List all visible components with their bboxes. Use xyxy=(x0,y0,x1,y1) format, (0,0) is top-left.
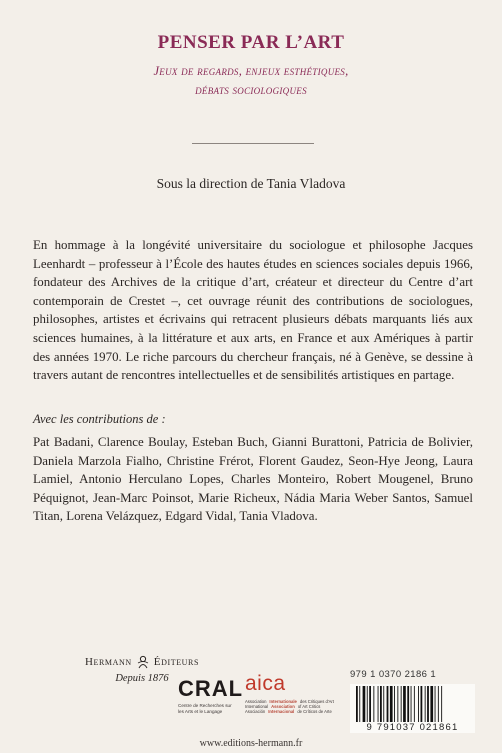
publisher-website: www.editions-hermann.fr xyxy=(199,738,303,749)
book-title: PENSER PAR L’ART xyxy=(157,32,345,53)
editor-credit: Sous la direction de Tania Vladova xyxy=(156,176,346,191)
publisher-since: Depuis 1876 xyxy=(115,673,169,684)
isbn-number: 979 1 0370 2186 1 xyxy=(350,669,437,680)
cral-logo-block xyxy=(178,676,244,714)
aica-logo-block xyxy=(245,672,335,714)
cral-caption: Centre de Recherches sur les Arts et le Langage xyxy=(178,703,232,714)
publisher-name xyxy=(72,655,212,669)
aica-line-en: International Association of Art Critics xyxy=(245,704,321,709)
subtitle-line-1: Jeux de regards, enjeux esthétiques, xyxy=(153,64,349,78)
aica-line-fr: Association Internationale des Critiques d'Art xyxy=(245,699,334,704)
book-subtitle xyxy=(0,62,502,100)
publisher-emblem-icon xyxy=(136,655,150,669)
aica-association-names xyxy=(245,699,335,714)
summary-paragraph: En hommage à la longévité universitaire du sociologue et philosophe Jacques Leenhardt – professeur à l’École des hautes études en sciences sociales depuis 1966, fondateur des Archives de la critique d’art, créateur et directeur du Centre d’art contemporain de Crestet –, cet ouvrage réunit des contributions de sociologues, philosophes, artistes et écrivains qui retracent plusieurs débats marquants liés aux sciences humaines, à la littérature et aux arts, en France et aux Amériques à partir des années 1970. Le riche parcours du chercheur français, né à Genève, se dessine à travers autant de rencontres intellectuelles et de sensibilités artistiques en partage. xyxy=(33,238,473,383)
barcode-digits: 9 791037 021861 xyxy=(350,722,475,733)
publisher-suffix: Éditeurs xyxy=(153,656,200,668)
aica-line-es: Asociación Internacional de Críticos de Arte xyxy=(245,709,332,714)
cral-logo: CRAL xyxy=(178,676,244,701)
contributions-heading: Avec les contributions de : xyxy=(33,412,166,426)
divider-rule xyxy=(192,143,314,144)
publisher-name-text: Hermann xyxy=(84,656,132,668)
contributors-list: Pat Badani, Clarence Boulay, Esteban Buch, Gianni Burattoni, Patricia de Bolivier, Daniela Marzola Fialho, Christine Frérot, Florent Gaudez, Seon-Hye Jeong, Laura Lamiel, Antonio Herculano Lopes, Charles Monteiro, Robert Mougenel, Bruno Péquignot, Jean-Marc Poinsot, Marie Richeux, Nádia Maria Weber Santos, Samuel Titan, Lorena Velázquez, Edgard Vidal, Tania Vladova. xyxy=(33,435,473,523)
aica-logo: aica xyxy=(245,672,286,695)
subtitle-line-2: débats sociologiques xyxy=(195,83,307,97)
